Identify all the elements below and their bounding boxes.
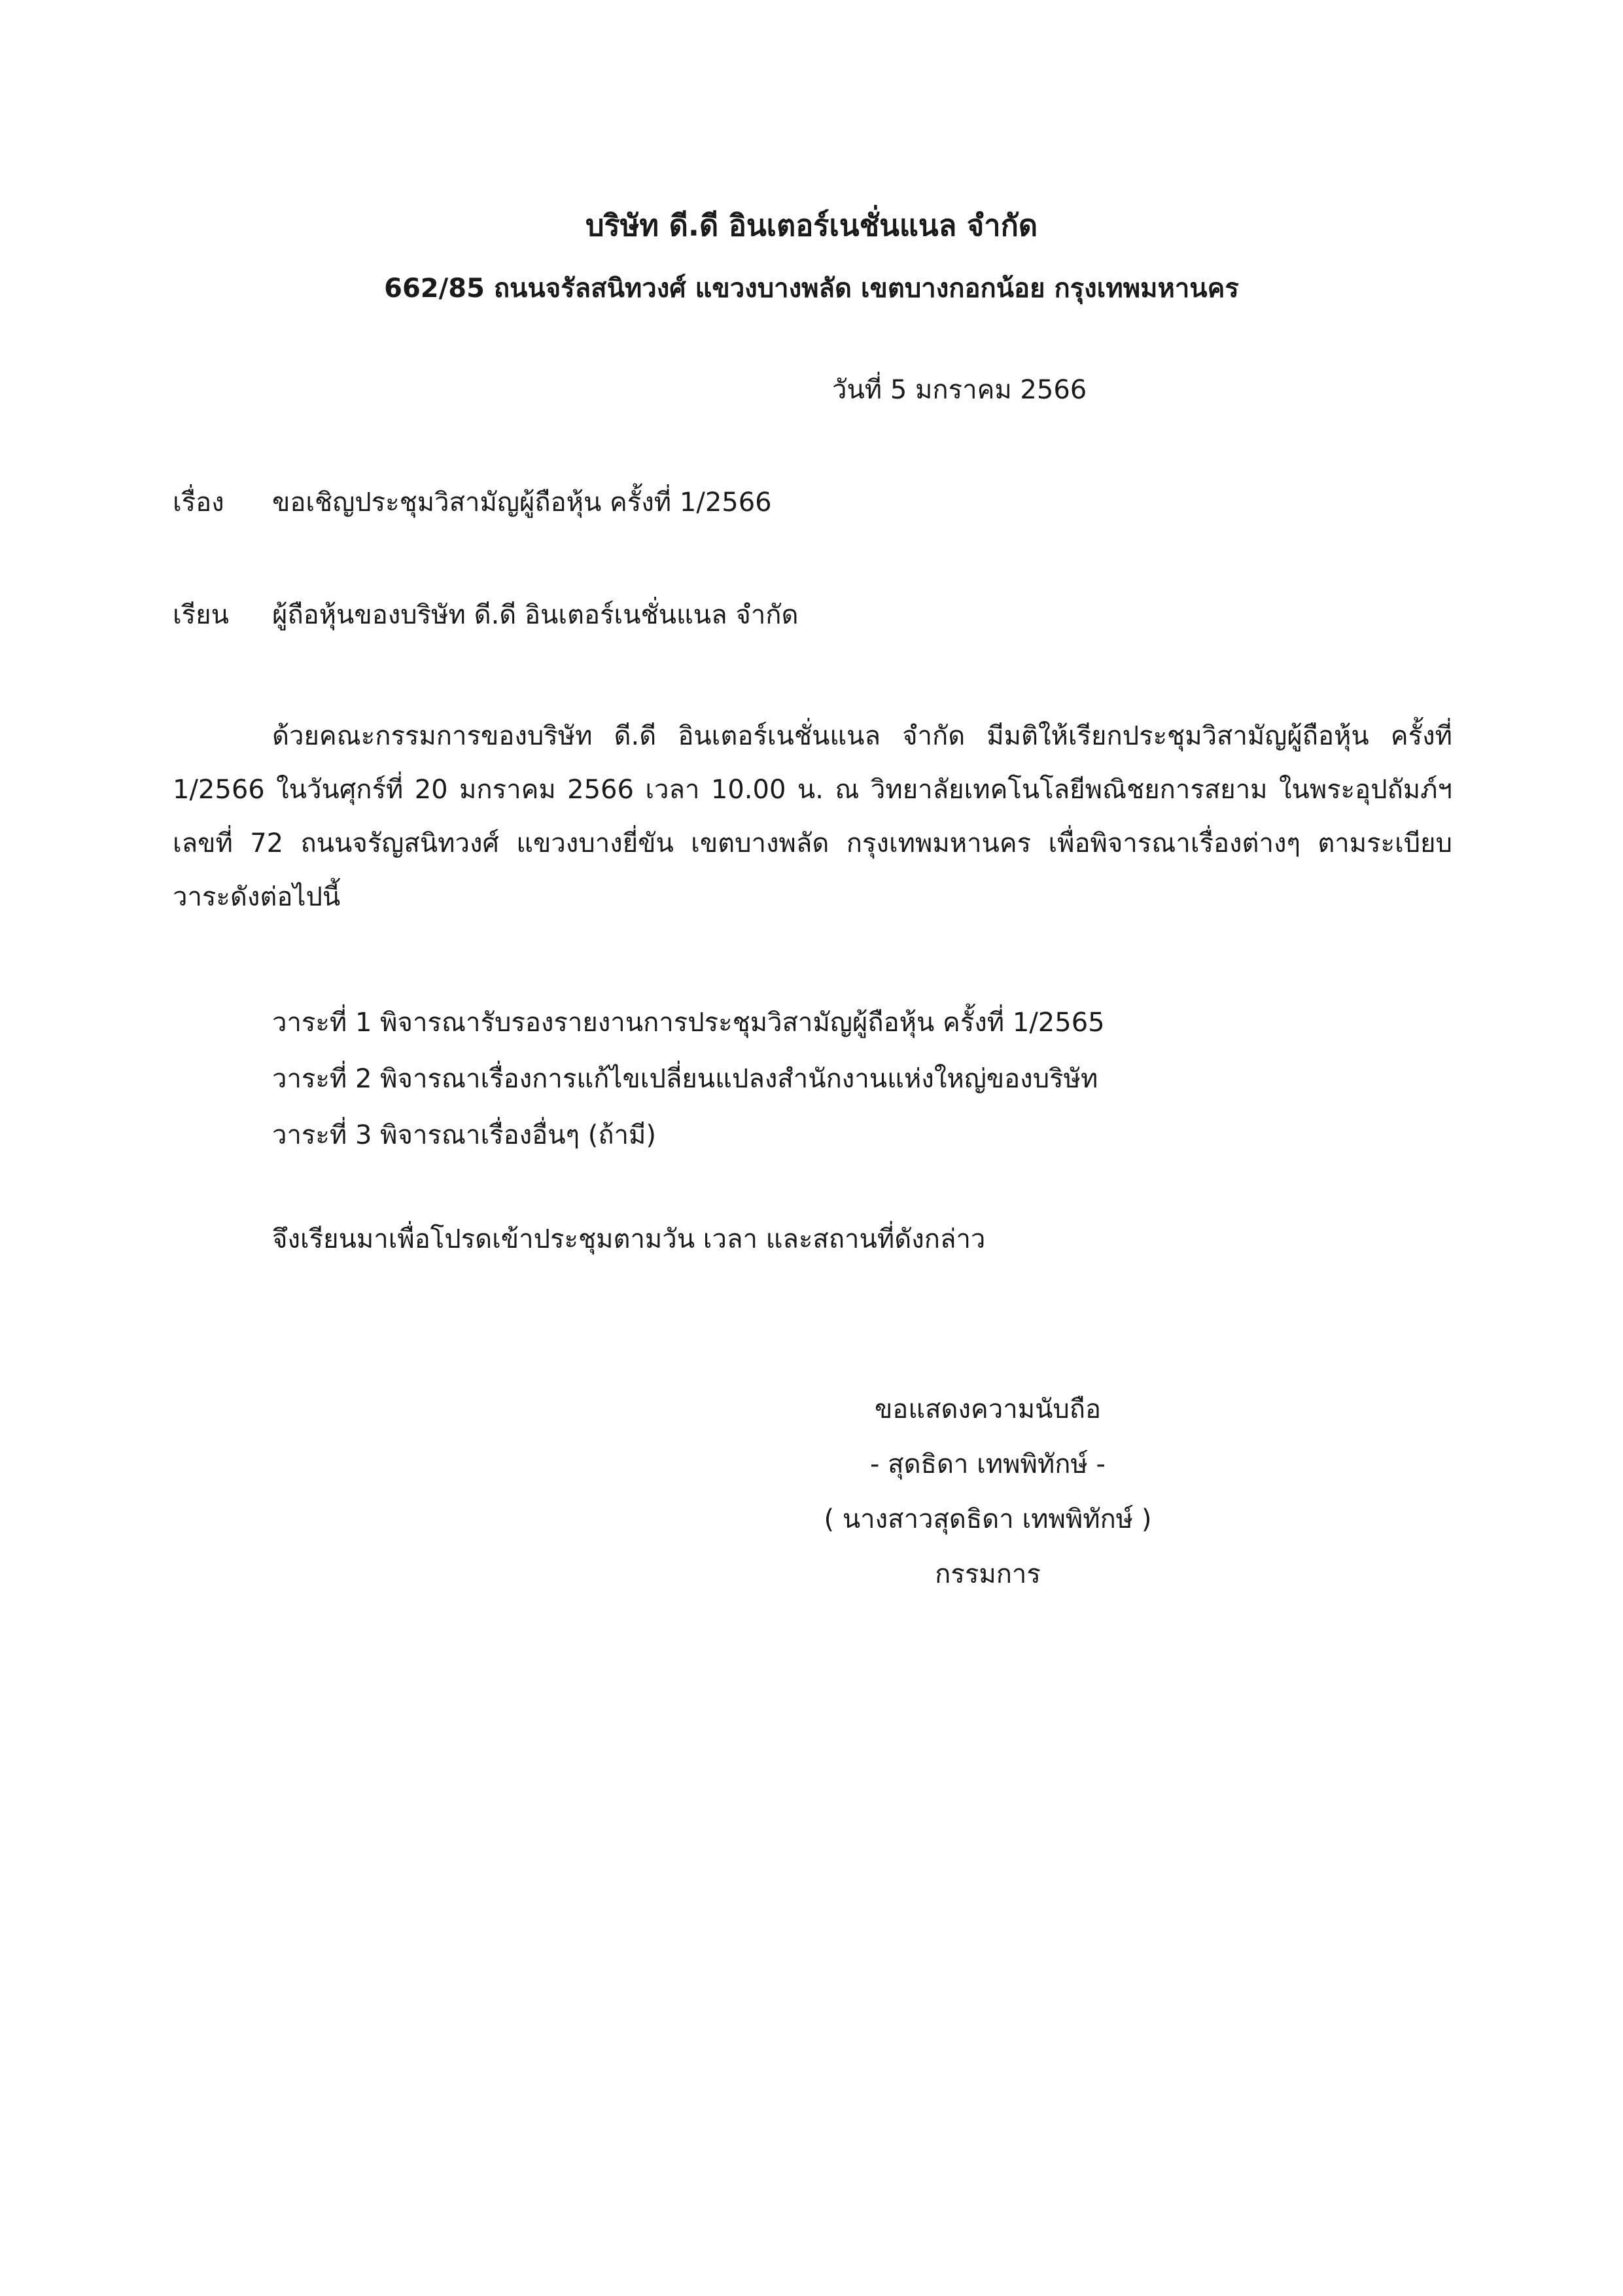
signature-position: กรรมการ (935, 1559, 1041, 1589)
recipient-text: ผู้ถือหุ้นของบริษัท ดี.ดี อินเตอร์เนชั่นแนล จำกัด (272, 600, 799, 630)
agenda-list (272, 995, 1105, 1163)
body-line: ด้วยคณะกรรมการของบริษัท ดี.ดี อินเตอร์เนชั่นแนล จำกัด มีมติให้เรียกประชุมวิสามัญผู้ถือหุ้น ครั้งที่ (272, 721, 1452, 751)
document-date: วันที่ 5 มกราคม 2566 (832, 375, 1087, 405)
body-line: 1/2566 ในวันศุกร์ที่ 20 มกราคม 2566 เวลา 10.00 น. ณ วิทยาลัยเทคโนโลยีพณิชยการสยาม ในพระอุปถัมภ์ฯ (173, 775, 1452, 805)
agenda-item: วาระที่ 1 พิจารณารับรองรายงานการประชุมวิสามัญผู้ถือหุ้น ครั้งที่ 1/2565 (272, 1008, 1105, 1038)
closing-sentence: จึงเรียนมาเพื่อโปรดเข้าประชุมตามวัน เวลา และสถานที่ดังกล่าว (272, 1224, 986, 1254)
agenda-item: วาระที่ 3 พิจารณาเรื่องอื่นๆ (ถ้ามี) (272, 1120, 656, 1150)
subject-text: ขอเชิญประชุมวิสามัญผู้ถือหุ้น ครั้งที่ 1/2566 (272, 487, 772, 518)
body-line: เลขที่ 72 ถนนจรัญสนิทวงศ์ แขวงบางยี่ขัน เขตบางพลัด กรุงเทพมหานคร เพื่อพิจารณาเรื่องต่างๆ ตามระเบียบ (173, 828, 1452, 858)
company-address: 662/85 ถนนจรัลสนิทวงศ์ แขวงบางพลัด เขตบางกอกน้อย กรุงเทพมหานคร (384, 274, 1239, 304)
signature-full-name: ( นางสาวสุดธิดา เทพพิทักษ์ ) (824, 1504, 1152, 1534)
signature-signed-name: - สุดธิดา เทพพิทักษ์ - (870, 1449, 1106, 1479)
body-paragraph (173, 709, 1452, 924)
company-name-heading: บริษัท ดี.ดี อินเตอร์เนชั่นแนล จำกัด (585, 208, 1038, 243)
subject-label: เรื่อง (173, 487, 224, 518)
recipient-label: เรียน (173, 600, 229, 630)
agenda-item: วาระที่ 2 พิจารณาเรื่องการแก้ไขเปลี่ยนแปลงสำนักงานแห่งใหญ่ของบริษัท (272, 1064, 1098, 1094)
signature-salutation: ขอแสดงความนับถือ (874, 1394, 1102, 1424)
body-line: วาระดังต่อไปนี้ (173, 882, 341, 912)
